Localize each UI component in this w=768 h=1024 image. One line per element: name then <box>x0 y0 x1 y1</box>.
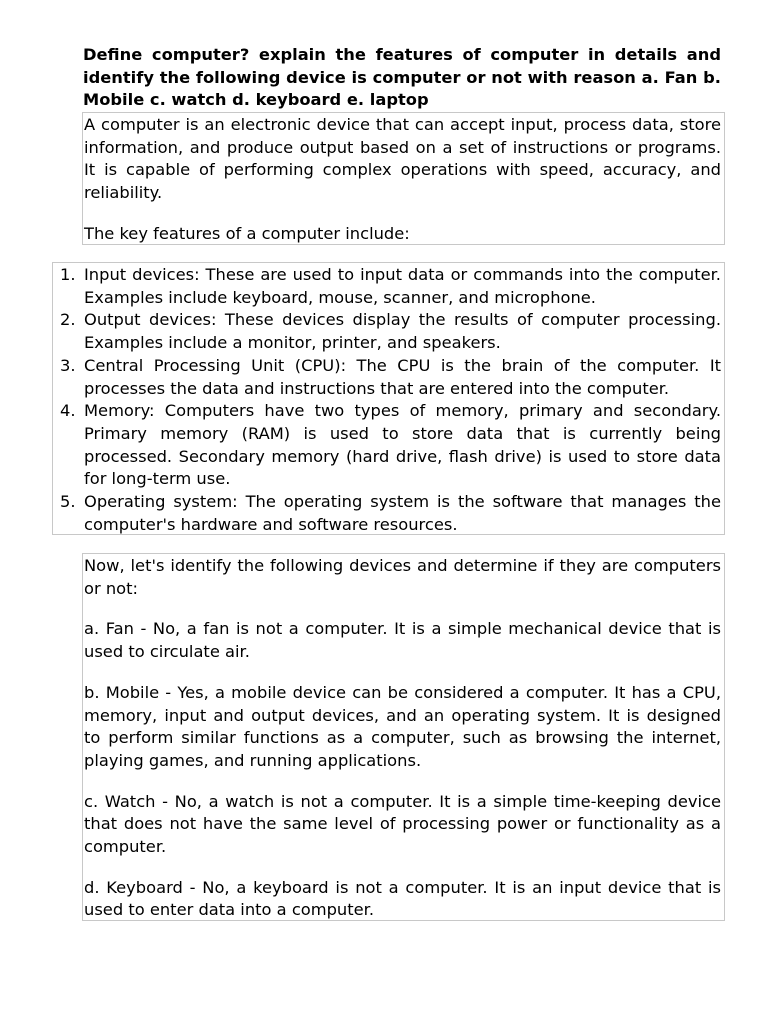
list-item <box>53 400 721 491</box>
list-item-text: Input devices: These are used to input data or commands into the computer. Examples include keyboard, mouse, scanner, and microphone. <box>84 265 721 307</box>
features-list <box>53 264 721 536</box>
list-item <box>53 309 721 354</box>
list-number: 4. <box>60 401 76 421</box>
mobile-answer-paragraph: b. Mobile - Yes, a mobile device can be considered a computer. It has a CPU, memory, input and output devices, and an operating system. It is designed to perform similar functions as a computer, such as browsing the internet, playing games, and running applications. <box>84 682 721 770</box>
list-item <box>53 491 721 536</box>
list-number: 3. <box>60 355 76 375</box>
list-item-text: Central Processing Unit (CPU): The CPU is the brain of the computer. It processes the data and instructions that are entered into the computer. <box>84 355 721 398</box>
list-number: 2. <box>60 310 76 330</box>
definition-box <box>82 112 725 245</box>
list-item-text: Memory: Computers have two types of memory, primary and secondary. Primary memory (RAM) is used to store data that is currently being processed. Secondary memory (hard drive, flash drive) is used to store data for long-term use. <box>84 401 721 489</box>
features-list-box <box>52 262 725 535</box>
list-item-text: Output devices: These devices display the results of computer processing. Examples include a monitor, printer, and speakers. <box>84 310 721 353</box>
identify-lead-paragraph: Now, let's identify the following devices and determine if they are computers or not: <box>84 556 721 598</box>
list-number: 1. <box>60 265 76 284</box>
watch-answer-paragraph: c. Watch - No, a watch is not a computer. It is a simple time-keeping device that does not have the same level of processing power or functionality as a computer. <box>84 791 721 857</box>
features-lead-paragraph: The key features of a computer include: <box>84 223 410 243</box>
list-item <box>53 355 721 400</box>
list-number: 5. <box>60 492 76 512</box>
fan-answer-paragraph: a. Fan - No, a fan is not a computer. It is a simple mechanical device that is used to circulate air. <box>84 619 721 662</box>
list-item-text: Operating system: The operating system is the software that manages the computer's hardware and software resources. <box>84 492 721 534</box>
definition-paragraph: A computer is an electronic device that can accept input, process data, store information, and produce output based on a set of instructions or programs. It is capable of performing complex operations with speed, accuracy, and reliability. <box>84 115 721 203</box>
identify-devices-box <box>82 553 725 921</box>
list-item <box>53 264 721 309</box>
question-heading: Define computer? explain the features of computer in details and identify the following device is computer or not with reason a. Fan b. Mobile c. watch d. keyboard e. laptop <box>83 45 721 110</box>
keyboard-answer-paragraph: d. Keyboard - No, a keyboard is not a computer. It is an input device that is used to enter data into a computer. <box>84 877 721 920</box>
